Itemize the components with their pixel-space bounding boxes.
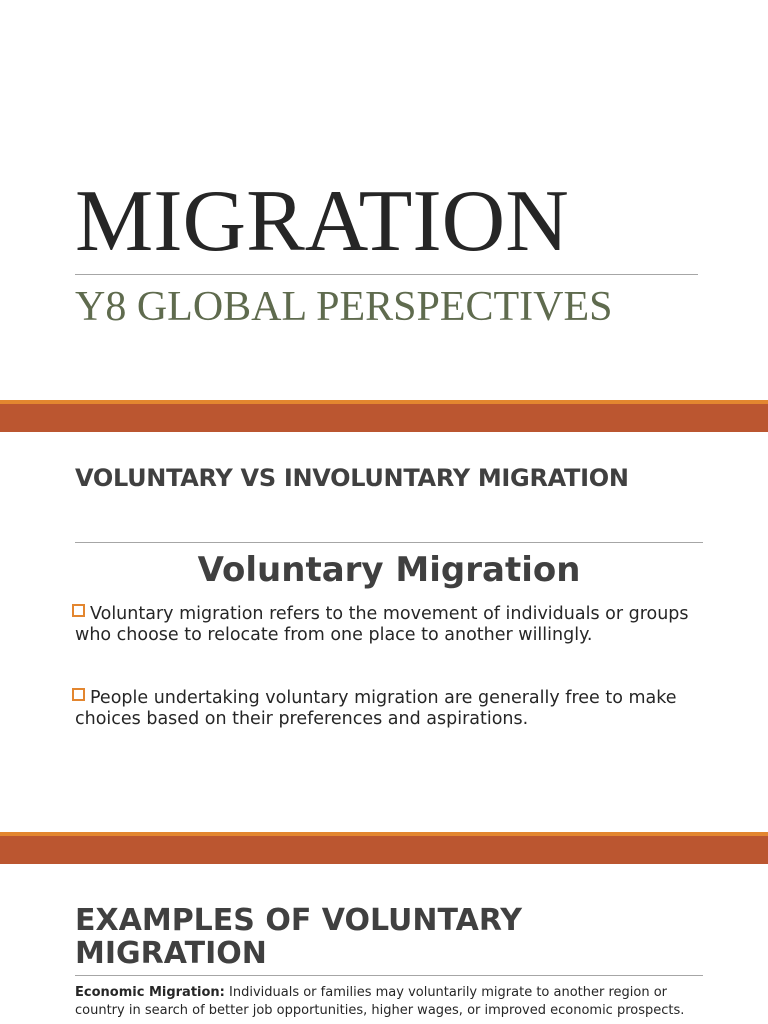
bullet-text: Voluntary migration refers to the movement of individuals or groups who choose to relocate from one place to another willingly. [75,604,689,645]
examples-slide [0,864,768,1024]
example-label: Economic Migration: [75,985,225,1000]
bullet-item [75,604,715,646]
bullet-item [75,688,715,730]
voluntary-migration-slide [0,432,768,832]
title-divider [75,274,698,275]
slide-subheading: Voluntary Migration [197,550,581,590]
slide-title: MIGRATION [75,173,569,270]
slide-heading: EXAMPLES OF VOLUNTARY MIGRATION [75,903,523,971]
bullet-text: People undertaking voluntary migration are generally free to make choices based on their preferences and aspirations. [75,688,677,729]
slide-separator-band [0,400,768,432]
bullet-box-icon [72,688,85,701]
heading-divider [75,975,703,976]
slide-heading: VOLUNTARY VS INVOLUNTARY MIGRATION [75,464,629,492]
slide-subtitle: Y8 GLOBAL PERSPECTIVES [75,284,613,330]
example-paragraph [75,984,715,1019]
slide-separator-band [0,832,768,864]
bullet-box-icon [72,604,85,617]
example-text: Individuals or families may voluntarily migrate to another region or country in search of better job opportunities, higher wages, or improved economic prospects. [75,985,685,1018]
heading-divider [75,542,703,543]
title-slide [0,0,768,400]
